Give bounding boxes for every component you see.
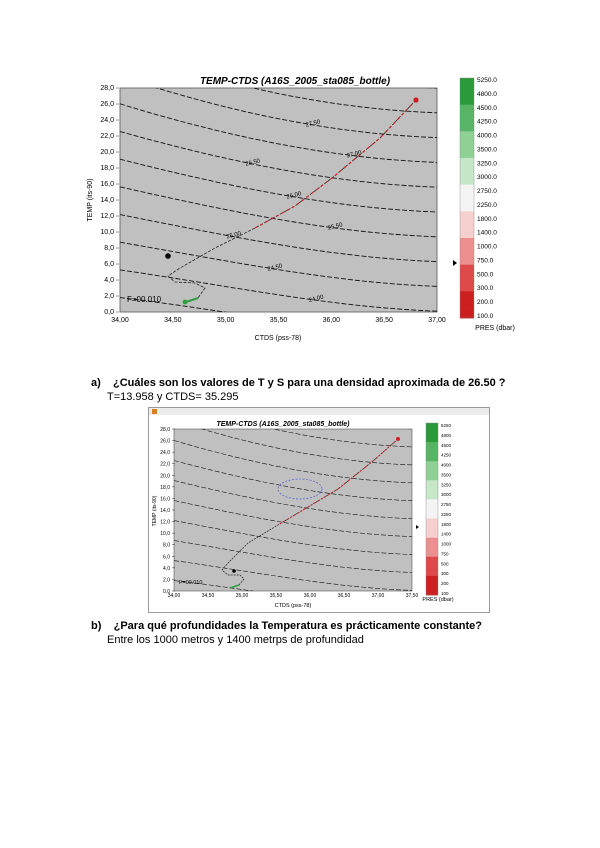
isopycnal-label: 24.50 [267,263,284,273]
colorbar-swatch [460,218,474,225]
y-tick-label: 6,0 [104,261,114,268]
x-axis-label: CTDS (pss-78) [254,335,302,342]
colorbar-tick-label: 300.0 [477,285,494,293]
colorbar-swatch [460,265,474,272]
x-tick-label: 34,00 [111,317,129,324]
colorbar-tick-label: 2750 [441,502,452,508]
colorbar-tick-label: 200.0 [477,299,494,307]
y-axis-label: TEMP (its-90) [87,178,94,222]
colorbar-tick-label: 100 [441,591,449,596]
colorbar-swatch [460,111,474,118]
colorbar-swatch [426,585,438,590]
colorbar-swatch [460,198,474,205]
y-tick-label: 14,0 [100,197,114,204]
colorbar-swatch [426,581,438,586]
colorbar-swatch [460,118,474,125]
y-tick-label: 18,0 [100,165,114,172]
colorbar-tick-label: 100.0 [477,313,494,320]
isopycnal-label: 26.00 [286,191,303,201]
y-tick-label: 2,0 [163,577,170,584]
colorbar-tick-label: 1800.0 [477,215,497,223]
isopycnal-label: 24.00 [308,294,325,305]
colorbar-swatch [460,258,474,265]
colorbar-swatch [426,504,438,509]
colorbar-tick-label: 200 [441,581,449,587]
colorbar-swatch [460,78,474,85]
ts-diagram-2-screenshot [148,407,490,613]
colorbar-swatch [426,571,438,576]
figure-title: TEMP-CTDS (A16S_2005_sta085_bottle) [199,76,391,87]
colorbar-swatch [426,538,438,543]
colorbar-swatch [460,191,474,198]
y-tick-label: 4,0 [163,565,170,572]
colorbar-tick-label: 1400.0 [477,229,497,237]
y-tick-label: 12,0 [100,213,114,220]
plot-area [120,88,437,312]
window-icon [152,409,157,414]
colorbar-tick-label: 5250.0 [477,77,497,84]
window-toolbar [149,408,489,415]
y-tick-label: 6,0 [163,554,170,561]
colorbar-swatch [460,298,474,305]
colorbar-tick-label: 4250.0 [477,118,497,126]
colorbar-tick-label: 5250 [441,423,452,428]
y-tick-label: 26,0 [160,438,170,445]
colorbar-swatch [426,514,438,519]
colorbar-swatch [460,271,474,278]
colorbar-swatch [426,437,438,442]
colorbar-pointer-icon [453,260,457,266]
x-tick-label: 37,00 [371,593,385,599]
colorbar-tick-label: 3500 [441,472,452,478]
colorbar-swatch [460,178,474,185]
colorbar-tick-label: 750.0 [477,257,494,265]
colorbar-swatch [460,278,474,285]
y-tick-label: 24,0 [100,117,114,124]
colorbar-swatch [460,91,474,98]
y-tick-label: 20,0 [100,149,114,156]
colorbar-swatch [460,211,474,218]
colorbar-tick-label: 3500.0 [477,146,497,154]
y-tick-label: 18,0 [160,484,170,491]
y-tick-label: 8,0 [163,542,170,549]
plot-area [174,429,412,591]
colorbar-tick-label: 4500.0 [477,104,497,112]
colorbar-swatch [426,428,438,433]
x-tick-label: 34,50 [164,317,182,324]
y-tick-label: 16,0 [100,181,114,188]
colorbar-tick-label: 1000 [441,541,452,547]
y-tick-label: 24,0 [160,450,170,457]
isopycnal-label: 26.50 [244,158,261,168]
answer-a: T=13.958 y CTDS= 35.295 [107,391,239,403]
colorbar-label: PRES (dbar) [422,597,454,603]
colorbar-swatch [426,471,438,476]
colorbar-swatch [460,125,474,132]
colorbar-tick-label: 4800.0 [477,90,497,98]
colorbar-swatch [426,519,438,524]
plot-annotation: F=00.010 [179,580,203,586]
colorbar-swatch [426,590,438,595]
colorbar-tick-label: 1000.0 [477,243,497,251]
y-tick-label: 22,0 [100,133,114,140]
x-tick-label: 35,00 [216,317,235,324]
colorbar-tick-label: 1400 [441,531,452,537]
colorbar-swatch [426,456,438,461]
colorbar-swatch [460,285,474,292]
colorbar-tick-label: 4250 [441,452,452,458]
colorbar-swatch [426,557,438,562]
profile-end-point [183,300,188,305]
colorbar-swatch [460,245,474,252]
colorbar-swatch [460,131,474,138]
colorbar-swatch [460,158,474,165]
y-tick-label: 2,0 [104,293,114,300]
question-b-text: ¿Para qué profundidades la Temperatura es prácticamente constante? [113,620,483,632]
y-tick-label: 10,0 [160,531,170,538]
figure-title: TEMP-CTDS (A16S_2005_sta085_bottle) [216,421,350,428]
colorbar-swatch [426,562,438,567]
colorbar-swatch [426,542,438,547]
colorbar-swatch [426,566,438,571]
y-tick-label: 26,0 [100,101,114,108]
y-tick-label: 0,0 [163,589,170,595]
x-tick-label: 36,00 [322,317,341,324]
colorbar-tick-label: 4000.0 [477,132,497,140]
colorbar-tick-label: 4800 [441,432,452,438]
y-tick-label: 12,0 [160,519,170,526]
colorbar-tick-label: 2250.0 [477,201,497,209]
colorbar-swatch [460,311,474,318]
colorbar-swatch [426,433,438,438]
y-axis-label: TEMP (its-90) [152,495,158,527]
isopycnal-label: 25.00 [225,231,242,241]
y-tick-label: 14,0 [160,508,170,514]
colorbar-swatch [460,305,474,312]
x-tick-label: 35,50 [269,317,288,324]
colorbar-swatch [460,205,474,212]
profile-start-point [413,97,418,102]
selected-point [232,569,236,573]
colorbar-swatch [426,442,438,447]
answer-b: Entre los 1000 metros y 1400 metrps de profundidad [107,634,364,646]
colorbar-swatch [426,466,438,471]
colorbar-tick-label: 2250 [441,511,452,517]
colorbar-swatch [460,145,474,152]
colorbar-label: PRES (dbar) [475,325,515,332]
x-tick-label: 36,00 [303,593,317,599]
colorbar-swatch [460,105,474,112]
y-tick-label: 22,0 [160,461,170,468]
colorbar-swatch [460,85,474,92]
colorbar-swatch [460,98,474,105]
colorbar-tick-label: 3250 [441,482,452,488]
x-axis-ticks [111,317,446,324]
y-tick-label: 16,0 [160,496,170,503]
y-tick-label: 28,0 [160,427,170,433]
colorbar-swatch [426,533,438,538]
x-tick-label: 34,00 [167,593,181,599]
colorbar-swatch [426,528,438,533]
colorbar-tick-label: 500 [441,561,449,567]
colorbar-swatch [460,185,474,192]
isopycnal-label: 25.50 [327,222,344,232]
question-b-number: b) [91,620,102,632]
colorbar [460,77,497,320]
x-axis-label: CTDS (pss-78) [274,603,312,609]
y-axis-ticks [100,85,119,316]
colorbar-swatch [460,151,474,158]
colorbar-swatch [426,485,438,490]
colorbar-swatch [460,231,474,238]
profile-start-point [396,437,400,441]
colorbar-swatch [426,461,438,466]
question-a-text: ¿Cuáles son los valores de T y S para una densidad aproximada de 26.50 ? [113,377,506,389]
y-tick-label: 10,0 [100,229,114,236]
colorbar-tick-label: 3250.0 [477,160,497,168]
colorbar-tick-label: 500.0 [477,271,494,279]
ts-diagram-1 [80,70,530,355]
colorbar-swatch [426,490,438,495]
y-tick-label: 8,0 [104,245,114,252]
x-tick-label: 35,50 [269,593,283,599]
colorbar-swatch [460,291,474,298]
isopycnal-label: 27.50 [305,119,322,129]
colorbar-swatch [426,423,438,428]
selected-point [165,253,171,259]
colorbar-swatch [426,447,438,452]
colorbar-tick-label: 3000.0 [477,174,497,182]
colorbar-swatch [426,547,438,552]
colorbar-swatch [460,225,474,232]
isopycnal-label: 27.00 [346,150,363,160]
colorbar-tick-label: 3000 [441,492,452,498]
colorbar-swatch [460,165,474,172]
colorbar-swatch [426,452,438,457]
colorbar-swatch [426,552,438,557]
x-tick-label: 36,50 [375,317,393,324]
y-tick-label: 0,0 [104,309,114,316]
colorbar-swatch [426,523,438,528]
colorbar-tick-label: 4000 [441,462,452,468]
colorbar-tick-label: 2750.0 [477,188,497,196]
x-tick-label: 35,00 [235,593,249,599]
colorbar-swatch [426,476,438,481]
colorbar-swatch [460,138,474,145]
colorbar-tick-label: 1800 [441,521,452,527]
colorbar-swatch [426,576,438,581]
x-tick-label: 37,00 [428,317,446,324]
colorbar-swatch [426,495,438,500]
colorbar-tick-label: 750 [441,551,449,557]
question-a-number: a) [91,377,101,389]
y-tick-label: 28,0 [100,85,114,92]
question-a [91,377,506,389]
colorbar-swatch [460,171,474,178]
x-tick-label: 36,50 [337,593,351,599]
colorbar-tick-label: 4500 [441,442,452,448]
colorbar-swatch [460,238,474,245]
colorbar-swatch [460,251,474,258]
colorbar-swatch [426,509,438,514]
y-tick-label: 20,0 [160,473,170,480]
colorbar-swatch [426,499,438,504]
question-b [91,620,482,632]
plot-annotation: F=00.010 [127,295,162,304]
x-tick-label: 37,50 [405,593,419,599]
colorbar-swatch [426,480,438,485]
x-tick-label: 34,50 [201,593,215,599]
colorbar-tick-label: 300 [441,571,449,577]
y-tick-label: 4,0 [104,277,114,284]
